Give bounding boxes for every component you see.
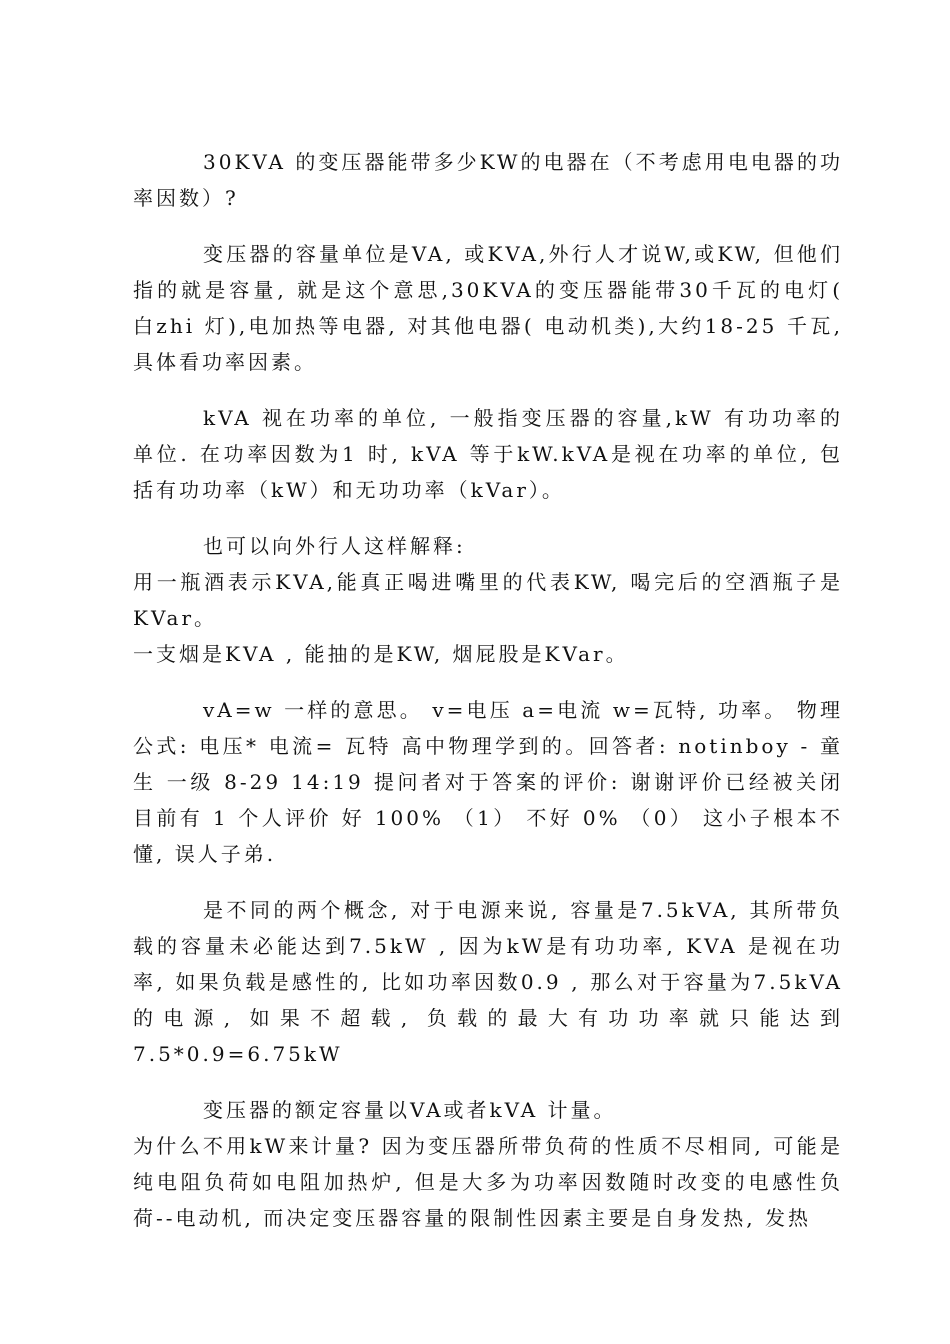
document-body — [133, 144, 843, 1256]
why-not-kw-paragraph: 为什么不用kW来计量? 因为变压器所带负荷的性质不尽相同, 可能是纯电阻负荷如电阻加热炉, 但是大多为功率因数随时改变的电感性负荷--电动机, 而决定变压器容量的限制性因素主要是自身发热, 发热 — [133, 1134, 843, 1230]
answer-paragraph-capacity: 变压器的容量单位是VA, 或KVA,外行人才说W,或KW, 但他们指的就是容量, 就是这个意思,30KVA的变压器能带30千瓦的电灯( 白zhi 灯),电加热等电器, 对其他电器( 电动机类),大约18-25 千瓦, 具体看功率因素。 — [133, 242, 843, 374]
wine-analogy: 用一瓶酒表示KVA,能真正喝进嘴里的代表KW, 喝完后的空酒瓶子是KVar。 — [133, 570, 843, 630]
answer-paragraph-kva-definition: kVA 视在功率的单位, 一般指变压器的容量,kW 有功功率的单位. 在功率因数为1 时, kVA 等于kW.kVA是视在功率的单位, 包括有功功率（kW）和无功功率（kVar）。 — [133, 406, 843, 502]
question-paragraph: 30KVA 的变压器能带多少KW的电器在（不考虑用电电器的功率因数）? — [133, 150, 843, 210]
rated-capacity-line: 变压器的额定容量以VA或者kVA 计量。 — [203, 1098, 617, 1122]
cigarette-analogy: 一支烟是KVA , 能抽的是KW, 烟屁股是KVar。 — [133, 642, 629, 666]
explanation-intro: 也可以向外行人这样解释: — [203, 534, 466, 558]
answer-paragraph-formula: vA=w 一样的意思。 v=电压 a=电流 w=瓦特, 功率。 物理公式: 电压* 电流= 瓦特 高中物理学到的。回答者: notinboy - 童生 一级 8-29 14:19 提问者对于答案的评价: 谢谢评价已经被关闭 目前有 1 个人评价 好 100% （1） 不好 0% （0） 这小子根本不懂, 误人子弟. — [133, 698, 843, 866]
answer-paragraph-power-supply: 是不同的两个概念, 对于电源来说, 容量是7.5kVA, 其所带负载的容量未必能达到7.5kW , 因为kW是有功功率, KVA 是视在功率, 如果负载是感性的, 比如功率因数0.9 , 那么对于容量为7.5kVA的电源, 如果不超载, 负载的最大有功功率就只能达到7.5*0.9=6.75kW — [133, 898, 843, 1066]
